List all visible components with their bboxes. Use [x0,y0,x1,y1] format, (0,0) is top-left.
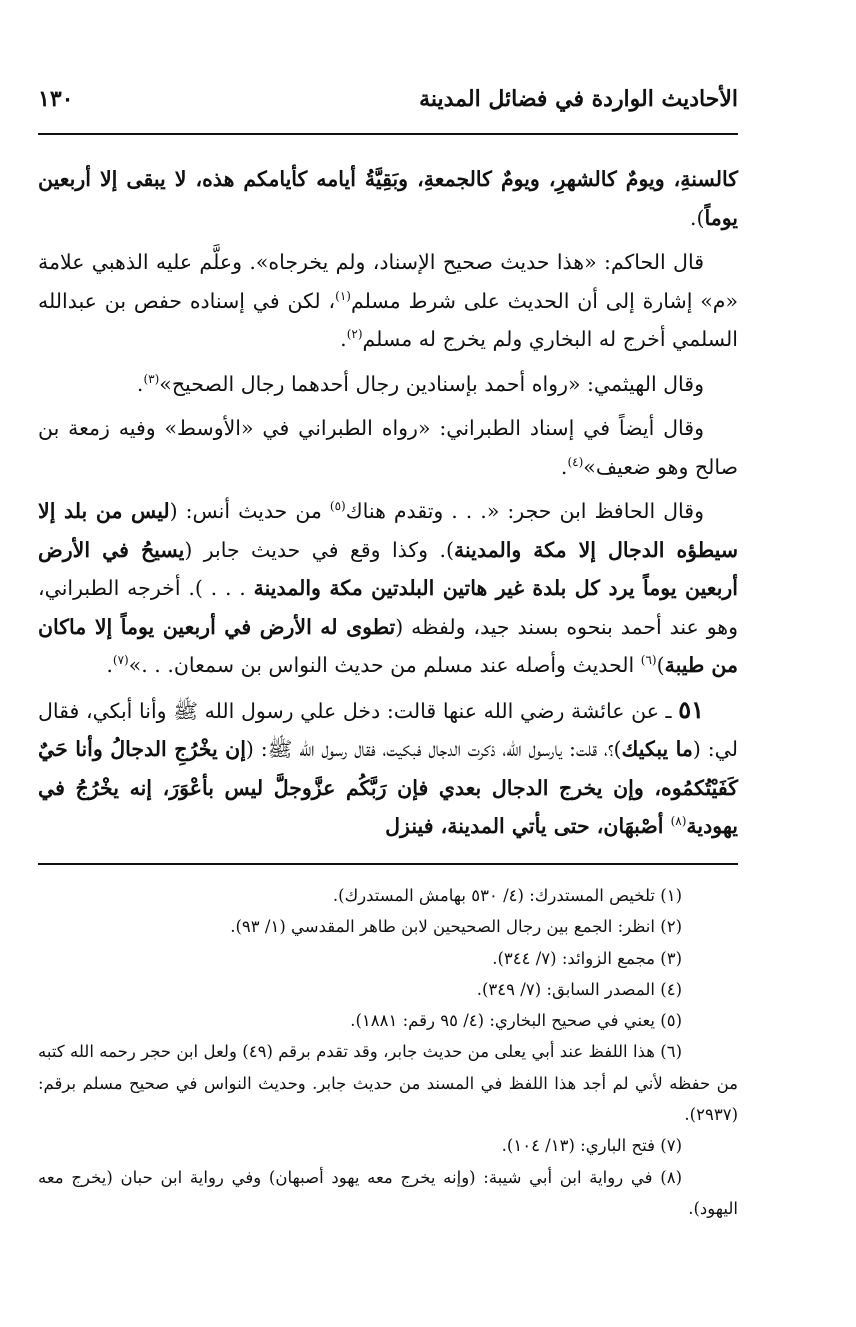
hadith-number: ٥١ [678,694,704,724]
footnote-2 [38,911,738,942]
footnote-rule [38,863,738,865]
footnote-number: (٧) [660,1136,682,1156]
footnote-6 [38,1036,738,1130]
footnote-text: يعني في صحيح البخاري: (٤/ ٩٥ رقم: ١٨٨١). [350,1011,655,1031]
footnote-text: فتح الباري: (١٣/ ١٠٤). [501,1136,655,1156]
running-title: الأحاديث الواردة في فضائل المدينة [419,86,738,112]
text-span: قال الحاكم: «هذا حديث صحيح الإسناد، ولم يخرجاه». وعلَّم عليه الذهبي علامة «م» إشارة إلى أن الحديث على شرط مسلم [38,250,739,313]
paragraph-tabarani: وقال أيضاً في إسناد الطبراني: «رواه الطبراني في «الأوسط» وفيه زمعة بن صالح وهو ضعيف»$^{(٤)}$. [38,416,738,479]
footnote-3 [38,943,738,974]
footnotes [38,880,738,1224]
footnote-ref: (٣) [143,371,160,386]
text-span: ، لكن في إسناده حفص بن عبدالله السلمي أخرج له البخاري ولم يخرج له مسلم [38,288,738,351]
running-header [38,86,738,126]
footnote-text: مجمع الزوائد: (٧/ ٣٤٤). [492,948,655,968]
text-span: ) [656,653,665,677]
footnote-text: المصدر السابق: (٧/ ٣٤٩). [476,979,655,999]
footnote-ref: (١) [335,288,351,303]
footnote-1 [38,880,738,911]
footnote-number: (٣) [660,948,682,968]
footnote-5 [38,1005,738,1036]
quote-bold: ما يبكيك [621,737,693,761]
footnote-ref: (٥) [329,499,346,514]
text-span: . . . ). أخرجه الطبراني، وهو عند أحمد بنحوه بسند جيد، ولفظه ( [38,576,738,639]
quote-bold: ليس من بلد إلا سيطؤه الدجال إلا مكة والمدينة [38,499,738,562]
paragraph-1 [38,160,738,237]
footnote-text: هذا اللفظ عند أبي يعلى من حديث جابر، وقد تقدم برقم (٤٩) ولعل ابن حجر رحمه الله كتبه من حفظه لأني لم أجد هذا اللفظ في المسند من حديث جابر. وحديث النواس في صحيح مسلم برقم: (٢٩٣٧). [38,1042,738,1125]
footnote-number: (٨) [660,1167,682,1187]
footnote-ref: (٤) [567,454,584,469]
paragraph-ibn-hajar: وقال الحافظ ابن حجر: «. . . وتقدم هناك$^{(٥)}$ من حديث أنس: (ليس من بلد إلا سيطؤه الدجال إلا مكة والمدينة). وكذا وقع في حديث جابر (يسيحُ في الأرض أربعين يوماً يرد كل بلدة غير هاتين البلدتين مكة والمدينة . . . ). أخرجه الطبراني، وهو عند أحمد بنحوه بسند جيد، ولفظه (تطوى له الأرض في أربعين يوماً إلا ماكان من طيبة)$^{(٦)}$ الحديث وأصله عند مسلم من حديث النواس بن سمعان. . .»$^{(٧)}$. [38,499,738,677]
page-number: ١٣٠ [38,86,74,112]
text-span: وقال الهيثمي: «رواه أحمد بإسنادين رجال أحدهما رجال الصحيح» [159,371,704,396]
text-span: ـ عن عائشة رضي الله عنها قالت: دخل علي رسول الله ﷺ وأنا أبكي، فقال لي: ( [38,698,738,761]
footnote-ref: (٨) [670,814,687,829]
header-rule [38,133,738,135]
text-span: الحديث وأصله عند مسلم من حديث النواس بن سمعان. . .» [128,653,641,677]
footnote-4 [38,974,738,1005]
footnote-ref: (٦) [640,653,657,668]
text-span: ). [689,205,705,230]
footnote-number: (٢) [660,917,682,937]
footnote-text: تلخيص المستدرك: (٤/ ٥٣٠ بهامش المستدرك). [332,886,655,905]
quote-bold: يسيحُ في الأرض أربعين يوماً يرد كل بلدة غير هاتين البلدتين مكة والمدينة [38,537,738,600]
paragraph-hakim: قال الحاكم: «هذا حديث صحيح الإسناد، ولم يخرجاه». وعلَّم عليه الذهبي علامة «م» إشارة إلى أن الحديث على شرط مسلم$^{(١)}$، لكن في إسناده حفص بن عبدالله السلمي أخرج له البخاري ولم يخرج له مسلم$^{(٢)}$. [38,250,739,351]
paragraph-hadith-51 [38,691,738,846]
text-span: وقال أيضاً في إسناد الطبراني: «رواه الطبراني في «الأوسط» وفيه زمعة بن صالح وهو ضعيف» [38,416,738,479]
footnote-number: (١) [660,886,682,905]
footnote-text: في رواية ابن أبي شيبة: (وإنه يخرج معه يهود أصبهان) وفي رواية ابن حبان (يخرج معه اليهود). [38,1167,738,1218]
quote-bold: تطوى له الأرض في أربعين يوماً إلا ماكان من طيبة [38,614,738,677]
hadith-end-bold: كالسنةِ، ويومٌ كالشهرِ، ويومٌ كالجمعةِ، وبَقِيَّةُ أيامه كأيامكم هذه، لا يبقى إلا أربعين يوماً [38,167,738,230]
quote-bold: أصْبهَان، حتى يأتي المدينة، فينزل [385,814,671,838]
quote-bold: إن يخْرُجِ الدجالُ وأنا حَيٌ كَفَيْتُكمُوه، وإن يخرج الدجال بعدي فإن رَبَّكُم عزَّوجلَّ ليس بأعْوَرَ، إنه يخْرُجُ في يهودية [38,737,738,838]
paragraph-haythami: وقال الهيثمي: «رواه أحمد بإسنادين رجال أحدهما رجال الصحيح»$^{(٣)}$. [136,371,704,396]
footnote-7 [38,1130,738,1161]
text-span: من حديث أنس: ( [169,499,330,523]
footnote-8 [38,1162,738,1225]
main-text [38,160,738,852]
text-span: )؟، قلت: يارسول الله، ذكرت الدجال فبكيت، فقال رسول الله ﷺ: ( [245,737,622,761]
footnote-text: انظر: الجمع بين رجال الصحيحين لابن طاهر المقدسي (١/ ٩٣). [230,917,655,937]
footnote-ref: (٧) [112,653,129,668]
footnote-number: (٥) [660,1011,682,1031]
footnote-number: (٤) [660,979,682,999]
text-span: وقال الحافظ ابن حجر: «. . . وتقدم هناك [345,499,704,523]
footnote-ref: (٢) [346,327,363,342]
footnote-number: (٦) [660,1042,683,1062]
text-span: ). وكذا وقع في حديث جابر ( [184,537,454,562]
